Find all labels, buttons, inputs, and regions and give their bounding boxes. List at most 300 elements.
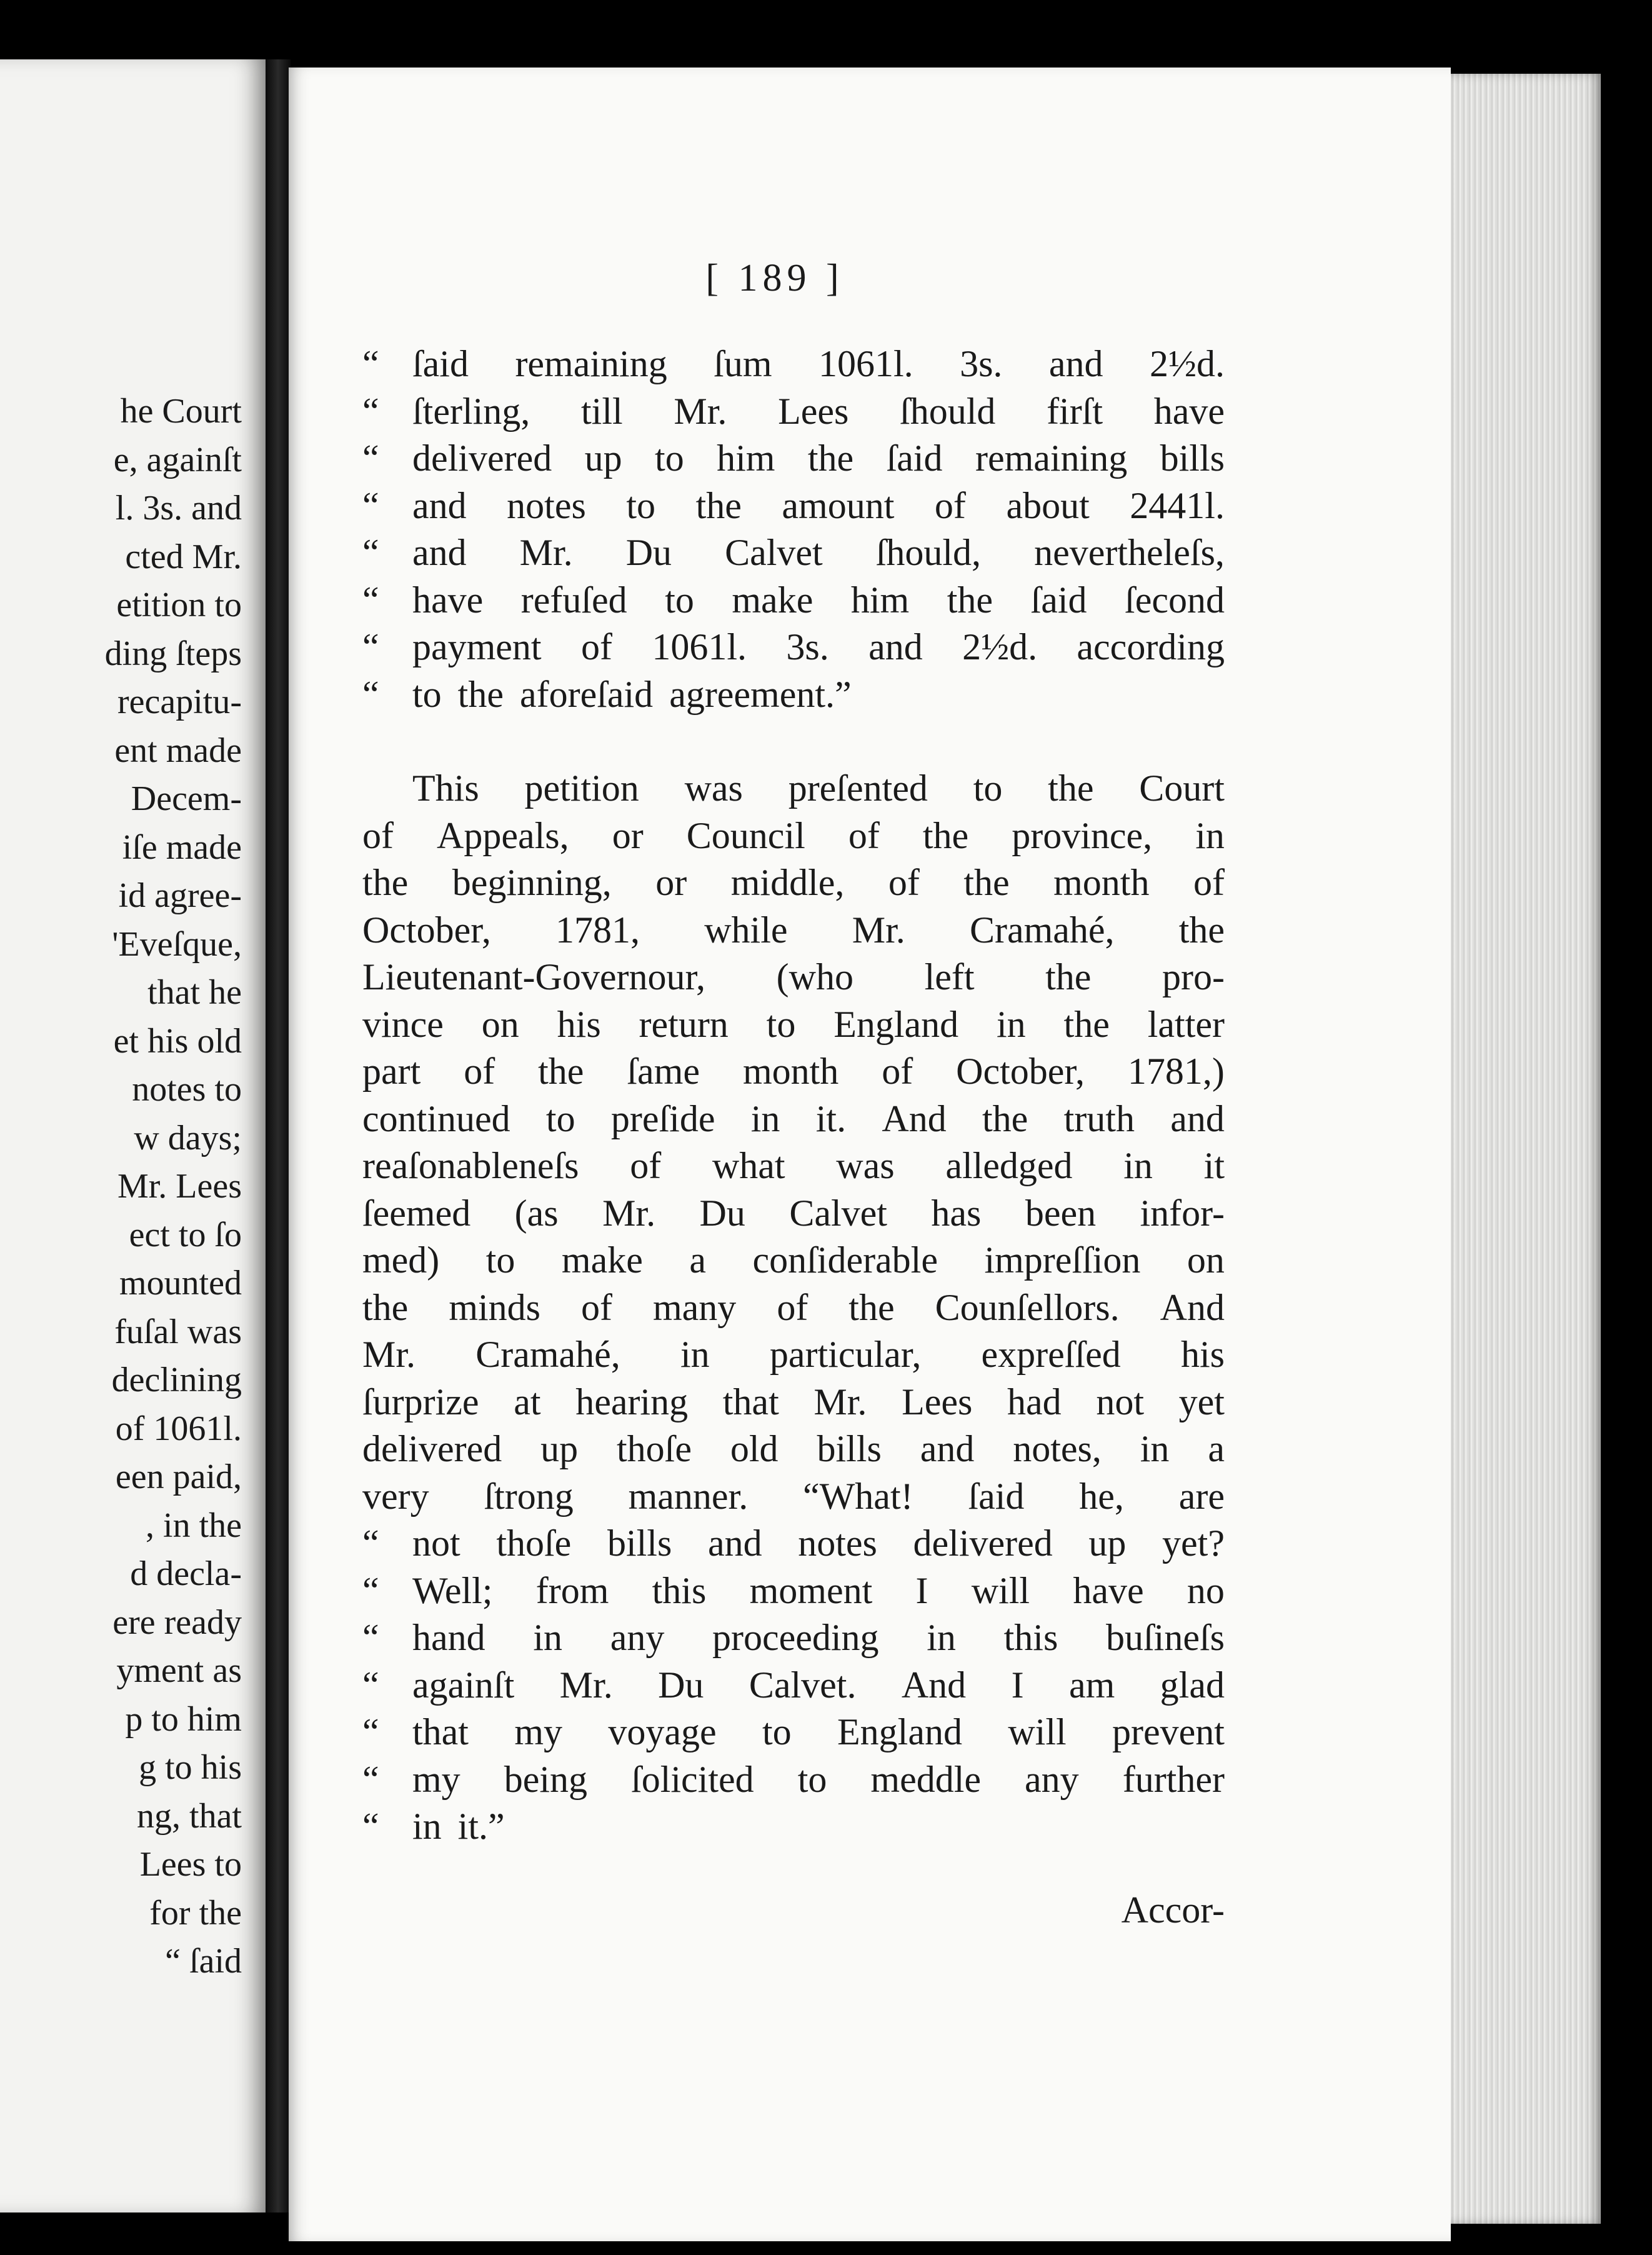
word: that: [722, 1381, 779, 1422]
word: in: [750, 1098, 780, 1139]
word: are: [1178, 1475, 1225, 1517]
quote-mark: “: [362, 1522, 379, 1564]
previous-page-line: Mr. Lees: [117, 1167, 242, 1206]
word: at: [514, 1381, 541, 1422]
text-line: [362, 1001, 1225, 1049]
word: impreſſion: [984, 1239, 1141, 1281]
word: old: [730, 1428, 779, 1469]
previous-page-line: id agree-: [118, 876, 242, 915]
quote-mark: “: [362, 579, 379, 621]
quoted-line: [362, 388, 1225, 436]
word: of: [581, 1286, 612, 1328]
word: on: [1187, 1239, 1225, 1281]
word: latter: [1147, 1003, 1225, 1045]
previous-page-line: cted Mr.: [125, 537, 242, 576]
quote-mark: “: [362, 484, 379, 526]
text-line: [362, 812, 1225, 860]
previous-page-line: fuſal was: [114, 1312, 242, 1351]
previous-page-line: ding ſteps: [104, 634, 242, 673]
word: Du: [699, 1192, 745, 1234]
quoted-line: [362, 624, 1225, 671]
word: on: [481, 1003, 519, 1045]
word: the: [807, 438, 854, 479]
quote-mark: “: [362, 1664, 379, 1706]
word: voyage: [608, 1711, 717, 1752]
word: “What!: [803, 1475, 913, 1517]
paragraph-gap: [362, 718, 1225, 765]
word: (as: [514, 1192, 559, 1234]
quote-mark: “: [362, 1569, 379, 1611]
word: not: [412, 1522, 460, 1564]
word: prevent: [1112, 1711, 1225, 1752]
text-line: [362, 954, 1225, 1001]
word: Well;: [412, 1569, 493, 1611]
quoted-line-text: [412, 1520, 1225, 1568]
word: in: [1123, 1145, 1153, 1186]
word: or: [655, 862, 687, 903]
previous-page-line: declining: [111, 1361, 242, 1399]
previous-page-line: ent made: [114, 731, 242, 770]
text-line: [362, 1284, 1225, 1332]
word: meddle: [870, 1758, 982, 1800]
previous-page-text: [105, 388, 242, 1986]
word: Mr.: [362, 1334, 416, 1375]
previous-page-line: ere ready: [112, 1602, 242, 1642]
previous-page-line: for the: [149, 1893, 242, 1932]
word: of: [464, 1051, 495, 1092]
previous-page-line: mounted: [119, 1264, 242, 1302]
word: reaſonableneſs: [362, 1145, 579, 1186]
previous-page-line: , in the: [146, 1506, 242, 1545]
quote-mark: “: [362, 438, 379, 479]
word: the: [922, 814, 969, 856]
quoted-line-text: [412, 435, 1225, 482]
quoted-line: [362, 341, 1225, 388]
word: And: [1160, 1286, 1225, 1328]
word: ſaid: [968, 1475, 1025, 1517]
word: my: [412, 1758, 460, 1800]
word: to: [973, 768, 1003, 809]
previous-page-line: Lees to: [139, 1845, 242, 1884]
word: his: [557, 1003, 601, 1045]
word: month: [1053, 862, 1150, 903]
quoted-line: [362, 482, 1225, 530]
word: a: [1208, 1428, 1225, 1469]
word: preſide: [610, 1098, 715, 1139]
word: the: [695, 484, 742, 526]
word: ſaid: [412, 343, 469, 384]
word: not: [1096, 1381, 1144, 1422]
word: Calvet: [725, 532, 823, 573]
text-line: [362, 1142, 1225, 1190]
previous-page-line: ng, that: [137, 1796, 242, 1836]
word: and: [707, 1522, 762, 1564]
word: Court: [1139, 768, 1225, 809]
word: middle,: [730, 862, 845, 903]
word: was: [684, 768, 743, 809]
word: the: [457, 673, 504, 715]
word: it.”: [457, 1806, 505, 1847]
word: Calvet: [789, 1192, 887, 1234]
word: and: [920, 1428, 975, 1469]
word: October,: [362, 909, 491, 951]
word: Mr.: [852, 909, 905, 951]
word: Cramahé,: [969, 909, 1115, 951]
catchword: Accor-: [1121, 1889, 1225, 1931]
word: thoſe: [496, 1522, 572, 1564]
quoted-line: [362, 1520, 1225, 1568]
word: left: [924, 956, 975, 998]
previous-page-line: Decem-: [131, 779, 242, 818]
word: yet?: [1162, 1522, 1225, 1564]
word: no: [1187, 1569, 1225, 1611]
word: and: [412, 532, 467, 573]
word: to: [545, 1098, 575, 1139]
word: England: [833, 1003, 959, 1045]
word: buſineſs: [1106, 1617, 1225, 1658]
word: in: [533, 1617, 562, 1658]
word: was: [836, 1145, 895, 1186]
word: thoſe: [617, 1428, 692, 1469]
text-line: [362, 1048, 1225, 1096]
quote-mark: “: [362, 673, 379, 715]
word: England: [837, 1711, 962, 1752]
previous-page-line: een paid,: [115, 1458, 242, 1496]
page-edges: [1451, 74, 1601, 2224]
word: yet: [1178, 1381, 1225, 1422]
word: will: [1008, 1711, 1067, 1752]
word: to: [655, 438, 684, 479]
quoted-line-text: [412, 1662, 1225, 1709]
word: a: [689, 1239, 706, 1281]
word: what: [712, 1145, 785, 1186]
word: firſt: [1047, 390, 1103, 432]
word: up: [540, 1428, 579, 1469]
word: ſolicited: [631, 1758, 754, 1800]
word: (who: [776, 956, 853, 998]
word: the: [1045, 956, 1092, 998]
word: minds: [449, 1286, 541, 1328]
word: up: [584, 438, 622, 479]
word: any: [610, 1617, 665, 1658]
word: in: [997, 1003, 1026, 1045]
word: 1061l.: [818, 343, 913, 384]
quote-mark: “: [362, 1758, 379, 1800]
word: ſurprize: [362, 1381, 479, 1422]
quoted-line: [362, 671, 1225, 719]
word: ſterling,: [412, 390, 530, 432]
previous-page-line: of 1061l.: [115, 1409, 242, 1448]
word: make: [561, 1239, 643, 1281]
quoted-line-text: [412, 1568, 1225, 1615]
word: the: [1063, 1003, 1110, 1045]
word: conſiderable: [752, 1239, 938, 1281]
word: in: [680, 1334, 710, 1375]
word: and: [868, 626, 923, 668]
word: it: [1203, 1145, 1225, 1186]
word: of: [882, 1051, 913, 1092]
word: have: [412, 579, 484, 621]
word: Lees: [778, 390, 849, 432]
quoted-line: [362, 1803, 1225, 1851]
word: ſum: [714, 343, 772, 384]
word: the: [362, 862, 409, 903]
previous-page-line: p to him: [125, 1699, 242, 1739]
word: 3s.: [960, 343, 1003, 384]
quoted-line: [362, 1614, 1225, 1662]
word: agreement.”: [669, 673, 852, 715]
previous-page-line: ect to ſo: [129, 1215, 242, 1254]
word: of: [777, 1286, 809, 1328]
word: of: [1193, 862, 1225, 903]
previous-page-line: l. 3s. and: [115, 489, 242, 528]
word: to: [412, 673, 442, 715]
word: Calvet.: [749, 1664, 857, 1706]
word: this: [652, 1569, 707, 1611]
word: any: [1025, 1758, 1079, 1800]
previous-page-line: “ ſaid: [165, 1942, 242, 1981]
word: am: [1068, 1664, 1115, 1706]
word: return: [639, 1003, 729, 1045]
word: this: [1003, 1617, 1058, 1658]
quoted-line-text: [412, 529, 1225, 577]
word: delivered: [412, 438, 552, 479]
word: Lieutenant-Governour,: [362, 956, 706, 998]
word: and: [412, 484, 467, 526]
word: This: [412, 768, 479, 809]
previous-page-line: et his old: [113, 1021, 242, 1061]
word: bills: [607, 1522, 672, 1564]
word: make: [732, 579, 814, 621]
quoted-line-text: [412, 624, 1225, 671]
word: to: [766, 1003, 796, 1045]
word: ſaid: [886, 438, 943, 479]
word: ſame: [627, 1051, 700, 1092]
word: 1781,): [1127, 1051, 1225, 1092]
previous-page-line: w days;: [134, 1118, 242, 1158]
quote-mark: “: [362, 1617, 379, 1658]
word: ſaid: [1030, 579, 1087, 621]
word: of: [934, 484, 966, 526]
word: 2441l.: [1130, 484, 1225, 526]
word: ſecond: [1125, 579, 1225, 621]
word: October,: [956, 1051, 1085, 1092]
word: aforeſaid: [519, 673, 654, 715]
previous-page-line: 'Eveſque,: [112, 924, 242, 964]
text-line: [362, 1237, 1225, 1284]
word: med): [362, 1239, 440, 1281]
word: 3s.: [786, 626, 829, 668]
word: vince: [362, 1003, 444, 1045]
previous-page-line: d decla-: [130, 1554, 242, 1593]
word: I: [1011, 1664, 1024, 1706]
word: ſhould: [900, 390, 996, 432]
previous-page-line: that he: [147, 973, 242, 1012]
quote-mark: “: [362, 532, 379, 573]
word: been: [1025, 1192, 1097, 1234]
quoted-line: [362, 529, 1225, 577]
word: to: [626, 484, 656, 526]
quote-mark: “: [362, 1711, 379, 1752]
word: from: [535, 1569, 609, 1611]
word: many: [653, 1286, 737, 1328]
word: remaining: [515, 343, 667, 384]
word: Council: [686, 814, 805, 856]
word: in: [1140, 1428, 1170, 1469]
word: Mr.: [674, 390, 727, 432]
word: payment: [412, 626, 542, 668]
word: the: [963, 862, 1010, 903]
word: Mr.: [559, 1664, 613, 1706]
word: bills: [817, 1428, 882, 1469]
word: of: [580, 626, 612, 668]
word: delivered: [913, 1522, 1053, 1564]
word: about: [1006, 484, 1090, 526]
word: hearing: [575, 1381, 689, 1422]
text-line: [362, 1331, 1225, 1379]
word: to: [665, 579, 694, 621]
word: him: [850, 579, 910, 621]
word: Lees: [902, 1381, 973, 1422]
word: the: [1178, 909, 1225, 951]
word: and: [1170, 1098, 1225, 1139]
word: hand: [412, 1617, 485, 1658]
word: of: [362, 814, 394, 856]
word: expreſſed: [981, 1334, 1121, 1375]
word: delivered: [362, 1428, 502, 1469]
previous-page-line: notes to: [132, 1070, 242, 1109]
word: 2½d.: [1149, 343, 1225, 384]
word: in: [412, 1806, 442, 1847]
previous-page: [0, 59, 266, 2212]
word: Du: [625, 532, 672, 573]
word: proceeding: [712, 1617, 879, 1658]
word: nevertheleſs,: [1034, 532, 1225, 573]
quoted-line-text: [412, 671, 1225, 719]
word: And: [882, 1098, 947, 1139]
quote-mark: “: [362, 626, 379, 668]
word: remaining: [975, 438, 1128, 479]
word: till: [580, 390, 623, 432]
quoted-line: [362, 1756, 1225, 1804]
previous-page-line: g to his: [139, 1748, 242, 1787]
word: province,: [1012, 814, 1153, 856]
word: month: [742, 1051, 839, 1092]
word: of: [888, 862, 920, 903]
word: will: [971, 1569, 1030, 1611]
text-line: [362, 1190, 1225, 1238]
word: to: [797, 1758, 827, 1800]
previous-page-line: etition to: [116, 586, 242, 624]
quoted-line: [362, 435, 1225, 482]
word: manner.: [628, 1475, 749, 1517]
word: Mr.: [814, 1381, 867, 1422]
quote-mark: “: [362, 1806, 379, 1847]
word: him: [717, 438, 775, 479]
word: 1061l.: [652, 626, 747, 668]
word: the: [362, 1286, 409, 1328]
quoted-line-text: [412, 341, 1225, 388]
previous-page-line: yment as: [116, 1651, 242, 1690]
word: his: [1180, 1334, 1225, 1375]
quoted-line-text: [412, 1756, 1225, 1804]
quoted-line-text: [412, 1803, 1225, 1851]
word: 1781,: [555, 909, 640, 951]
text-line: [362, 859, 1225, 907]
word: Du: [658, 1664, 704, 1706]
word: while: [704, 909, 788, 951]
word: continued: [362, 1098, 510, 1139]
quoted-line-text: [412, 577, 1225, 624]
word: alledged: [945, 1145, 1073, 1186]
word: according: [1077, 626, 1225, 668]
previous-page-line: recapitu-: [117, 682, 242, 721]
text-line: [362, 765, 1225, 812]
word: the: [1048, 768, 1094, 809]
word: of: [848, 814, 880, 856]
word: glad: [1160, 1664, 1225, 1706]
word: Mr.: [519, 532, 573, 573]
word: truth: [1063, 1098, 1135, 1139]
text-line: [362, 1096, 1225, 1143]
quoted-line: [362, 577, 1225, 624]
word: againſt: [412, 1664, 515, 1706]
word: being: [504, 1758, 588, 1800]
word: notes: [798, 1522, 877, 1564]
word: has: [931, 1192, 982, 1234]
word: petition: [524, 768, 639, 809]
page-body: [362, 341, 1225, 1851]
previous-page-line: e, againſt: [113, 440, 242, 479]
word: ſtrong: [484, 1475, 574, 1517]
word: up: [1088, 1522, 1127, 1564]
word: the: [982, 1098, 1028, 1139]
word: that: [412, 1711, 469, 1752]
word: in: [927, 1617, 956, 1658]
word: ſhould,: [875, 532, 982, 573]
text-line: [362, 1379, 1225, 1426]
word: he,: [1079, 1475, 1124, 1517]
quote-mark: “: [362, 343, 379, 384]
word: to: [762, 1711, 792, 1752]
word: have: [1153, 390, 1225, 432]
word: particular,: [769, 1334, 922, 1375]
word: Mr.: [602, 1192, 656, 1234]
text-line: [362, 907, 1225, 954]
word: Cramahé,: [475, 1334, 620, 1375]
word: Counſellors.: [935, 1286, 1120, 1328]
previous-page-line: he Court: [120, 392, 242, 431]
quoted-line-text: [412, 482, 1225, 530]
text-line: [362, 1473, 1225, 1521]
word: to: [485, 1239, 515, 1281]
word: amount: [782, 484, 895, 526]
word: bills: [1160, 438, 1225, 479]
running-head: [ 189 ]: [705, 257, 844, 299]
quoted-line-text: [412, 388, 1225, 436]
text-line: [362, 1426, 1225, 1473]
word: in: [1195, 814, 1225, 856]
word: I: [915, 1569, 928, 1611]
word: of: [630, 1145, 662, 1186]
word: moment: [749, 1569, 873, 1611]
quoted-line: [362, 1568, 1225, 1615]
quoted-line-text: [412, 1614, 1225, 1662]
word: it.: [815, 1098, 847, 1139]
word: 2½d.: [962, 626, 1038, 668]
word: had: [1007, 1381, 1062, 1422]
quoted-line: [362, 1662, 1225, 1709]
